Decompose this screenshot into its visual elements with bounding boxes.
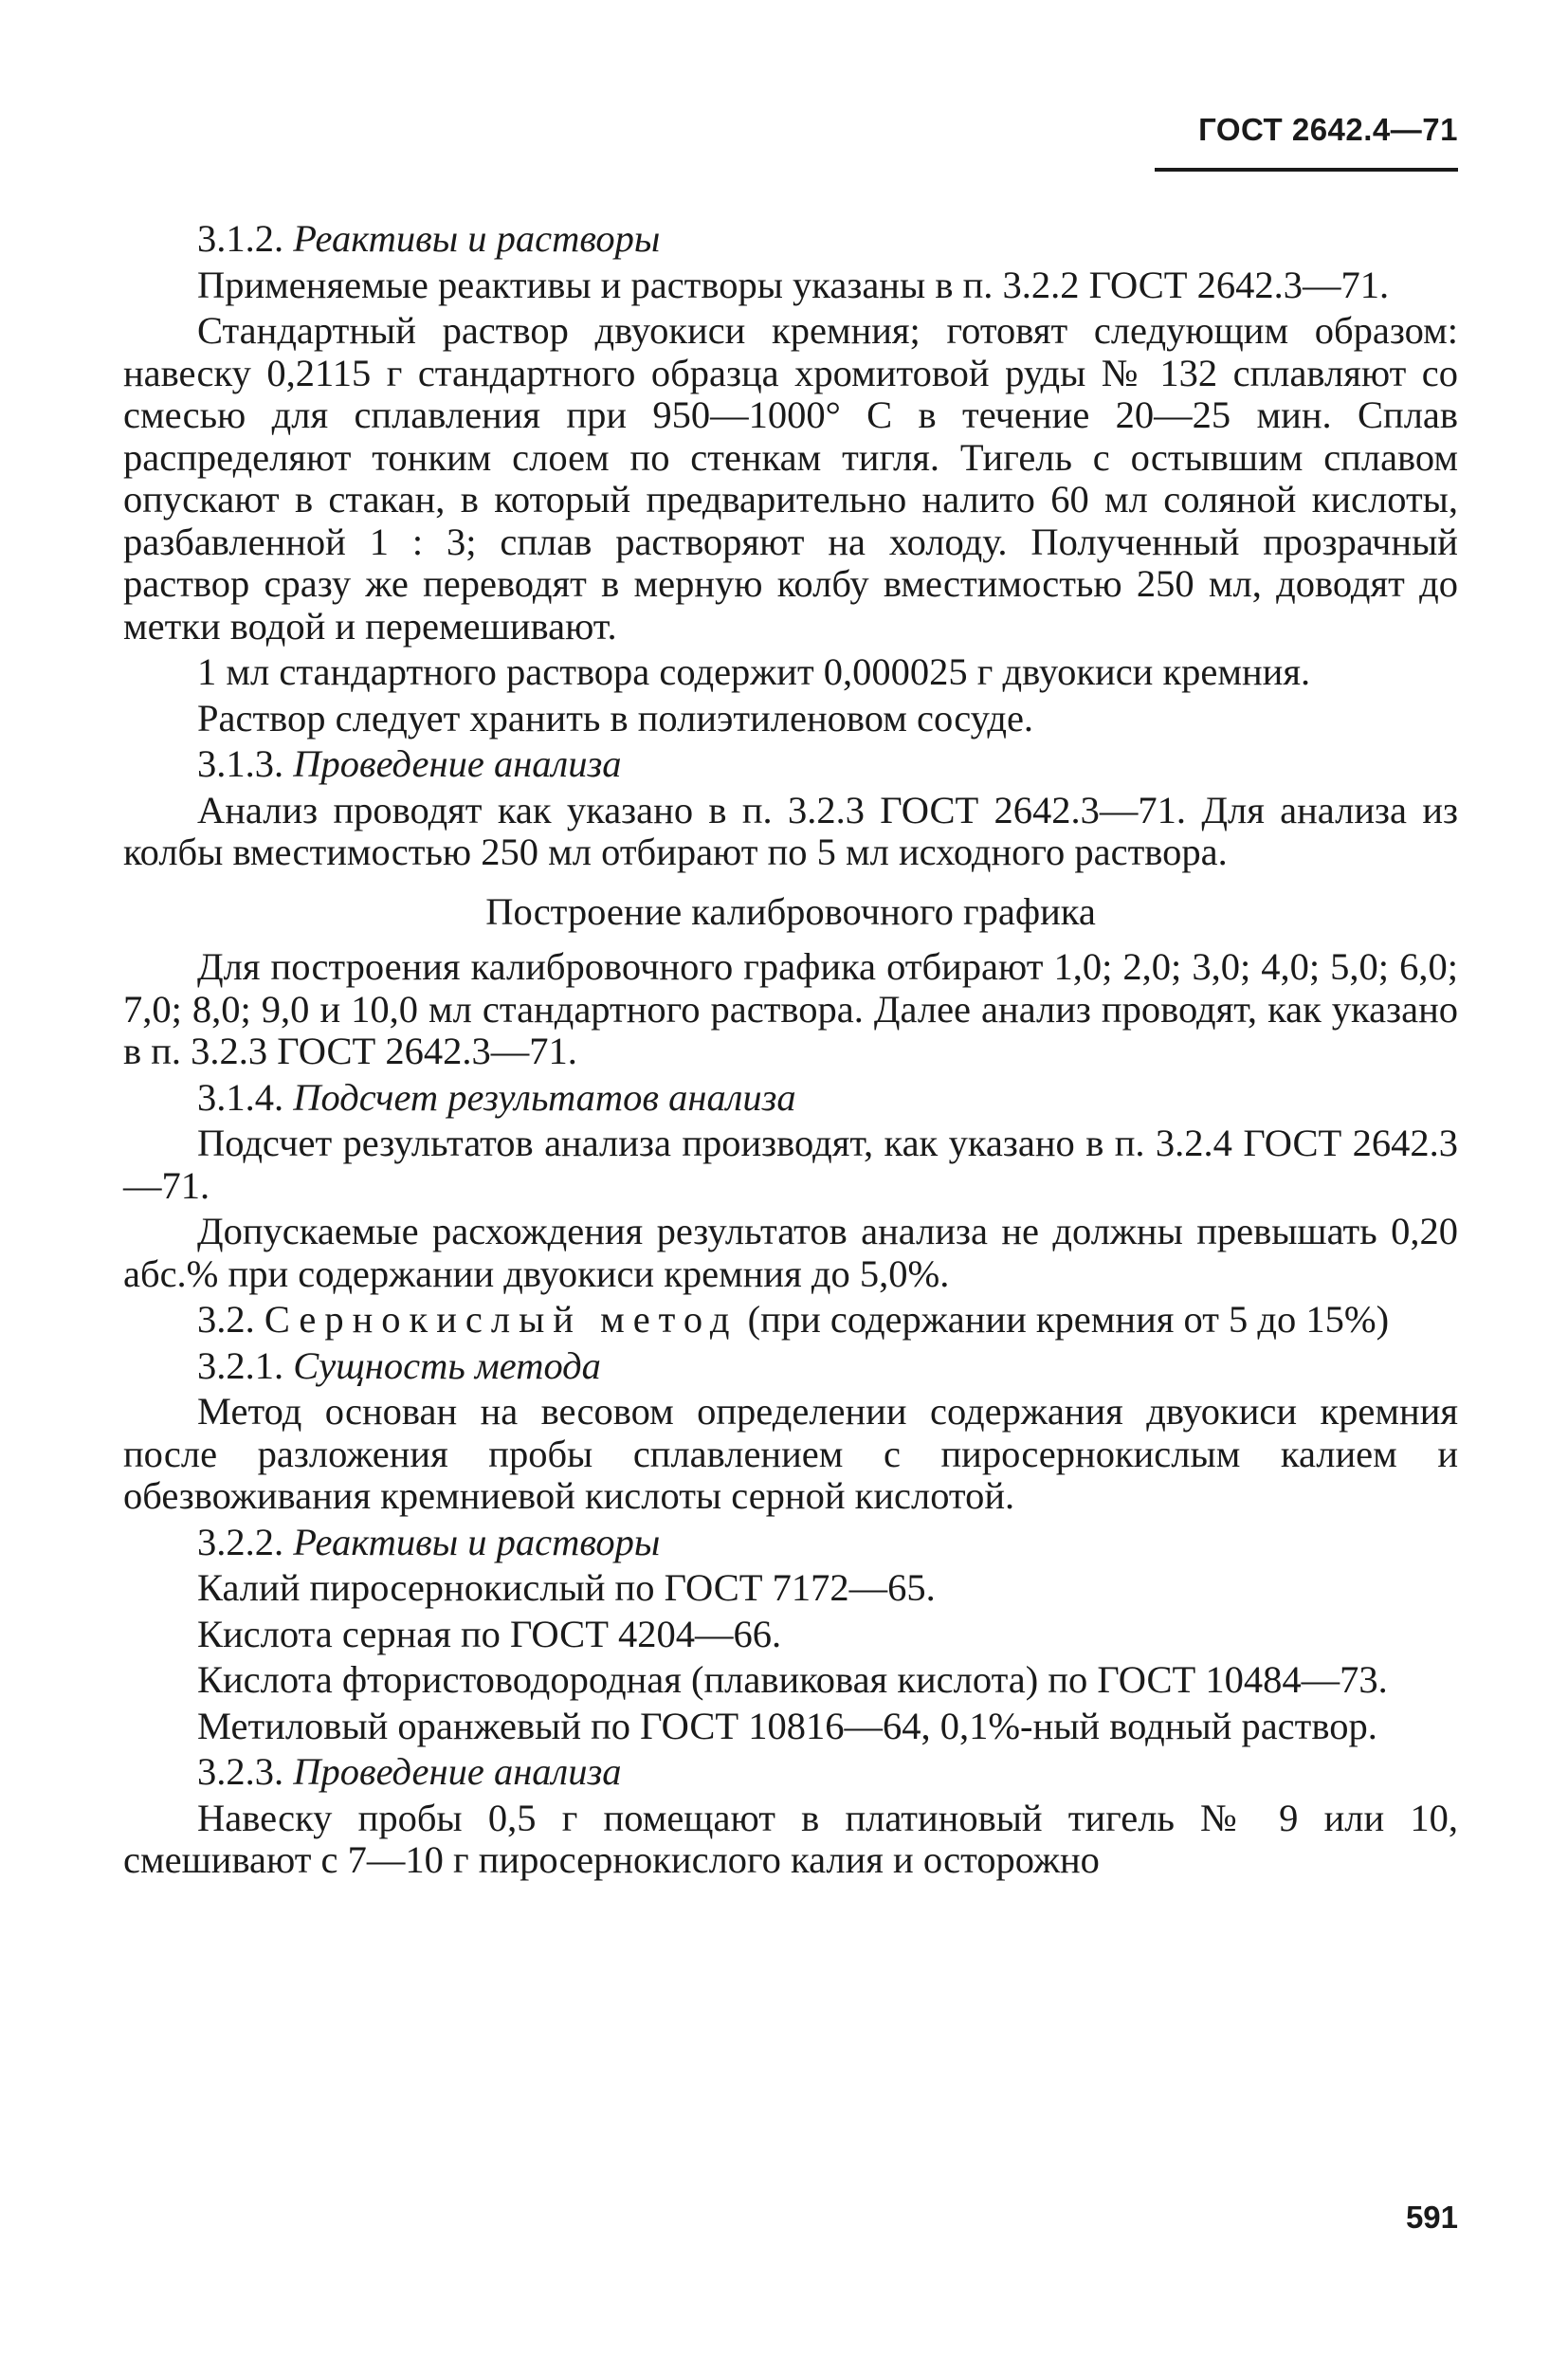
section-heading-3-1-3 [123, 743, 1458, 786]
section-heading-3-2-2 [123, 1522, 1458, 1564]
paragraph: Подсчет результатов анализа производят, как указано в п. 3.2.4 ГОСТ 2642.3—71. [123, 1122, 1458, 1207]
paragraph: Анализ проводят как указано в п. 3.2.3 ГОСТ 2642.3—71. Для анализа из колбы вместимостью 250 мл отбирают по 5 мл исходного раствора. [123, 788, 1458, 873]
section-title: Сущность метода [293, 1343, 601, 1387]
paragraph: Навеску пробы 0,5 г помещают в платиновый тигель № 9 или 10, смешивают с 7—10 г пиросернокислого калия и осторожно [123, 1796, 1458, 1881]
section-title: Проведение анализа [293, 742, 622, 785]
paragraph: Раствор следует хранить в полиэтиленовом сосуде. [197, 696, 1034, 740]
section-number: 3.1.3. [197, 742, 284, 785]
section-heading-3-1-4 [123, 1077, 1458, 1120]
section-title: Реактивы и растворы [293, 217, 661, 260]
paragraph: Метиловый оранжевый по ГОСТ 10816—64, 0,1%-ный водный раствор. [197, 1704, 1377, 1747]
method-name: Сернокислый метод [264, 1298, 738, 1341]
section-number: 3.2. [197, 1298, 255, 1341]
paragraph: Стандартный раствор двуокиси кремния; готовят следующим образом: навеску 0,2115 г стандартного образца хромитовой руды № 132 сплавляют со смесью для сплавления при 950—1000° С в течение 20—25 мин. Сплав распределяют тонким слоем по стенкам тигля. Тигель с остывшим сплавом опускают в стакан, в который предварительно налито 60 мл соляной кислоты, разбавленной 1 : 3; сплав растворяют на холоду. Полученный прозрачный раствор сразу же переводят в мерную колбу вместимостью 250 мл, доводят до метки водой и перемешивают. [123, 309, 1458, 648]
paragraph: Допускаемые расхождения результатов анализа не должны превышать 0,20 абс.% при содержании двуокиси кремния до 5,0%. [123, 1210, 1458, 1295]
method-scope: (при содержании кремния от 5 до 15%) [747, 1298, 1390, 1341]
section-heading-3-1-2 [123, 218, 1458, 261]
section-title: Подсчет результатов анализа [293, 1075, 796, 1119]
section-title: Реактивы и растворы [293, 1520, 661, 1563]
paragraph: Кислота фтористоводородная (плавиковая кислота) по ГОСТ 10484—73. [197, 1658, 1388, 1701]
header-rule [1155, 168, 1458, 172]
section-heading-3-2-3 [123, 1751, 1458, 1794]
section-number: 3.2.3. [197, 1750, 284, 1793]
page-number: 591 [1405, 2200, 1458, 2235]
paragraph: Применяемые реактивы и растворы указаны в п. 3.2.2 ГОСТ 2642.3—71. [197, 263, 1390, 306]
paragraph: Для построения калибровочного графика отбирают 1,0; 2,0; 3,0; 4,0; 5,0; 6,0; 7,0; 8,0; 9,0 и 10,0 мл стандартного раствора. Далее анализ проводят, как указано в п. 3.2.3 ГОСТ 2642.3—71. [123, 945, 1458, 1072]
paragraph: Калий пиросернокислый по ГОСТ 7172—65. [197, 1566, 936, 1609]
document-code-header: ГОСТ 2642.4—71 [1198, 112, 1458, 147]
section-title: Проведение анализа [293, 1750, 622, 1793]
paragraph: Метод основан на весовом определении содержания двуокиси кремния после разложения пробы сплавлением с пиросернокислым калием и обезвоживания кремниевой кислоты серной кислотой. [123, 1390, 1458, 1517]
section-number: 3.1.4. [197, 1075, 284, 1119]
paragraph: Кислота серная по ГОСТ 4204—66. [197, 1612, 782, 1655]
page-body [123, 218, 1458, 1886]
section-heading-3-2 [123, 1299, 1458, 1342]
section-heading-3-2-1 [123, 1345, 1458, 1388]
section-number: 3.1.2. [197, 217, 284, 260]
calibration-subheading: Построение калибровочного графика [485, 889, 1096, 933]
paragraph: 1 мл стандартного раствора содержит 0,000025 г двуокиси кремния. [197, 650, 1311, 693]
section-number: 3.2.1. [197, 1343, 284, 1387]
section-number: 3.2.2. [197, 1520, 284, 1563]
